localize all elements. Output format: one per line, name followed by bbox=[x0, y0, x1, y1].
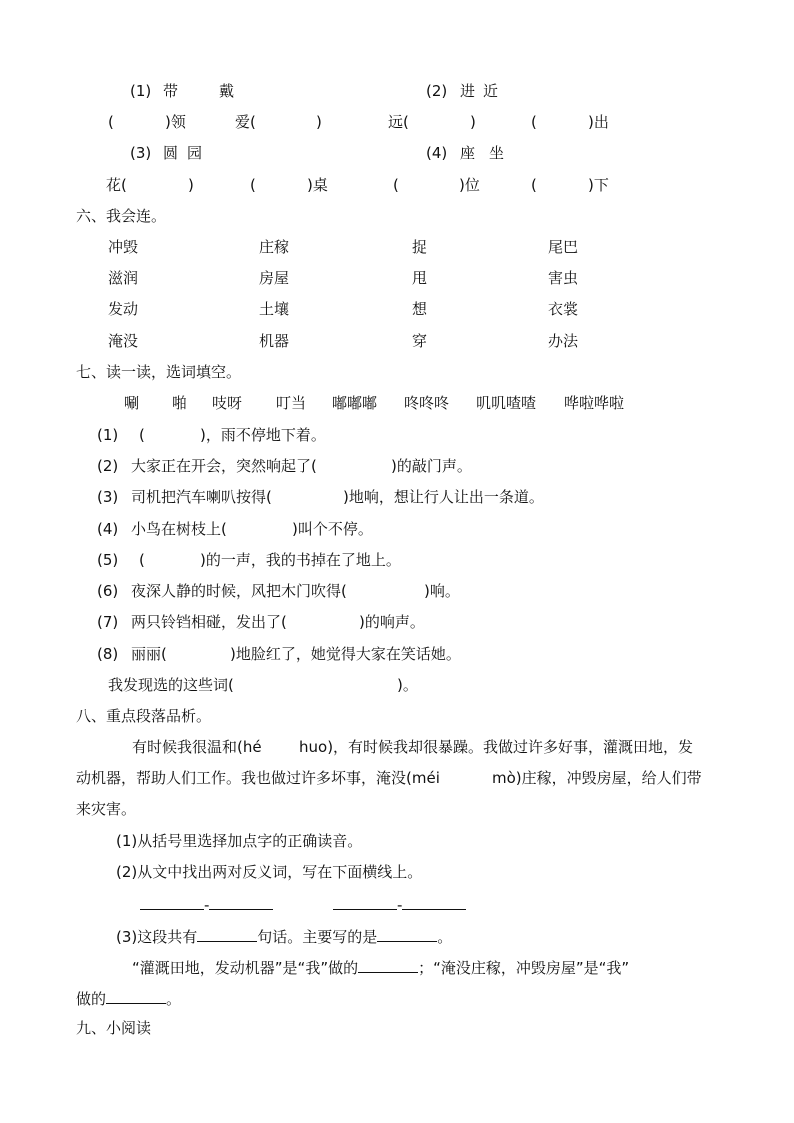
sentence-count-blank[interactable] bbox=[197, 925, 257, 942]
analysis-question-3 bbox=[116, 925, 452, 947]
word-bank-item-5: 嘟嘟嘟 bbox=[332, 394, 378, 412]
word-bank-item-1: 唰 bbox=[124, 394, 140, 412]
fill-question-4-start: 小鸟在树枝上( bbox=[131, 520, 227, 538]
main-idea-blank[interactable] bbox=[377, 925, 437, 942]
match-col4-item-2: 害虫 bbox=[548, 269, 579, 287]
group-2-label: (2) bbox=[426, 82, 448, 100]
q4-text-end: 。 bbox=[166, 990, 182, 1008]
passage-line-3: 来灾害。 bbox=[76, 800, 137, 818]
fill-question-7-end: )的响声。 bbox=[359, 613, 425, 631]
fill-question-5-end: )的一声，我的书掉在了地上。 bbox=[200, 551, 401, 569]
group-1-char-2: 戴 bbox=[219, 82, 235, 100]
word-bank-item-2: 啪 bbox=[172, 394, 188, 412]
fill-question-8-start: 丽丽( bbox=[131, 645, 167, 663]
word-bank-item-4: 叮当 bbox=[276, 394, 307, 412]
q4-text-start: “灌溉田地，发动机器”是“我”做的 bbox=[132, 959, 359, 977]
group-4-label: (4) bbox=[426, 144, 448, 162]
fill-row-1-cell-5: 远( bbox=[388, 113, 409, 131]
fill-row-2-cell-2: ) bbox=[188, 176, 194, 194]
section-8-title: 八、重点段落品析。 bbox=[76, 707, 212, 725]
match-col2-item-4: 机器 bbox=[259, 332, 290, 350]
antonym-blank-2a[interactable] bbox=[333, 893, 397, 910]
fill-question-8-number: (8) bbox=[97, 645, 119, 663]
fill-question-4-end: )叫个不停。 bbox=[292, 520, 373, 538]
match-col3-item-3: 想 bbox=[412, 300, 428, 318]
antonym-pair-1-dash: - bbox=[204, 896, 210, 914]
group-2-char-1: 进 bbox=[460, 82, 476, 100]
fill-question-1-number: (1) bbox=[97, 426, 119, 444]
fill-row-2-cell-8: )下 bbox=[588, 176, 609, 194]
q4-text-middle: ；“淹没庄稼，冲毁房屋”是“我” bbox=[418, 959, 630, 977]
fill-question-5-start: ( bbox=[139, 551, 145, 569]
q4-text-continue: 做的 bbox=[76, 990, 107, 1008]
fill-row-2-cell-1: 花( bbox=[106, 176, 127, 194]
discovery-end: )。 bbox=[397, 676, 418, 694]
group-4-char-2: 坐 bbox=[489, 144, 505, 162]
analysis-question-1: (1)从括号里选择加点字的正确读音。 bbox=[116, 832, 363, 850]
passage-line-1-end: huo)，有时候我却很暴躁。我做过许多好事，灌溉田地，发 bbox=[299, 738, 694, 756]
match-col1-item-2: 滋润 bbox=[108, 269, 139, 287]
fill-row-1-cell-4: ) bbox=[316, 113, 322, 131]
fill-question-7-start: 两只铃铛相碰，发出了( bbox=[131, 613, 287, 631]
section-6-title: 六、我会连。 bbox=[76, 207, 167, 225]
section-9-title: 九、小阅读 bbox=[76, 1019, 152, 1037]
fill-question-2-start: 大家正在开会，突然响起了( bbox=[131, 457, 317, 475]
group-2-char-2: 近 bbox=[483, 82, 499, 100]
group-1-char-1: 带 bbox=[163, 82, 179, 100]
passage-line-2-end: mò)庄稼，冲毁房屋，给人们带 bbox=[492, 769, 702, 787]
word-bank-item-6: 咚咚咚 bbox=[404, 394, 450, 412]
passage-line-1-start: 有时候我很温和(hé bbox=[132, 738, 262, 756]
fill-row-2-cell-3: ( bbox=[250, 176, 256, 194]
match-col4-item-3: 衣裳 bbox=[548, 300, 579, 318]
group-1-label: (1) bbox=[130, 82, 152, 100]
match-col2-item-1: 庄稼 bbox=[259, 238, 290, 256]
analysis-question-4-line-2 bbox=[76, 987, 181, 1009]
antonym-blank-1b[interactable] bbox=[209, 893, 273, 910]
antonym-pair-2-dash: - bbox=[397, 896, 403, 914]
fill-row-2-cell-5: ( bbox=[393, 176, 399, 194]
match-col3-item-2: 甩 bbox=[412, 269, 428, 287]
fill-question-7-number: (7) bbox=[97, 613, 119, 631]
q3-text-end: 。 bbox=[437, 928, 453, 946]
group-3-label: (3) bbox=[130, 144, 152, 162]
fill-row-2-cell-4: )桌 bbox=[307, 176, 328, 194]
fill-question-2-end: )的敲门声。 bbox=[391, 457, 472, 475]
antonym-blank-1a[interactable] bbox=[140, 893, 204, 910]
match-col2-item-3: 土壤 bbox=[259, 300, 290, 318]
fill-question-2-number: (2) bbox=[97, 457, 119, 475]
analysis-question-2: (2)从文中找出两对反义词，写在下面横线上。 bbox=[116, 863, 423, 881]
discovery-start: 我发现选的这些词( bbox=[108, 676, 234, 694]
fill-question-6-end: )响。 bbox=[424, 582, 460, 600]
antonym-pair-1 bbox=[140, 893, 273, 915]
q3-text-middle: 句话。主要写的是 bbox=[257, 928, 378, 946]
section-7-title: 七、读一读，选词填空。 bbox=[76, 363, 242, 381]
fill-question-1-end: )，雨不停地下着。 bbox=[200, 426, 326, 444]
group-3-char-2: 园 bbox=[187, 144, 203, 162]
fill-row-2-cell-7: ( bbox=[531, 176, 537, 194]
fill-row-1-cell-3: 爱( bbox=[235, 113, 256, 131]
fill-question-6-number: (6) bbox=[97, 582, 119, 600]
analysis-question-4-line-1 bbox=[132, 956, 629, 978]
q3-text-start: (3)这段共有 bbox=[116, 928, 198, 946]
fill-question-1-start: ( bbox=[139, 426, 145, 444]
match-col3-item-1: 捉 bbox=[412, 238, 428, 256]
fill-question-3-end: )地响，想让行人让出一条道。 bbox=[343, 488, 544, 506]
fill-question-8-end: )地脸红了，她觉得大家在笑话她。 bbox=[230, 645, 461, 663]
fill-row-2-cell-6: )位 bbox=[459, 176, 480, 194]
fill-row-1-cell-1: ( bbox=[108, 113, 114, 131]
fill-row-1-cell-2: )领 bbox=[165, 113, 186, 131]
group-3-char-1: 圆 bbox=[163, 144, 179, 162]
word-bank-item-3: 吱呀 bbox=[212, 394, 243, 412]
fill-question-3-number: (3) bbox=[97, 488, 119, 506]
word-bank-item-7: 叽叽喳喳 bbox=[476, 394, 537, 412]
antonym-pair-2 bbox=[333, 893, 466, 915]
fill-question-3-start: 司机把汽车喇叭按得( bbox=[131, 488, 272, 506]
good-deeds-blank[interactable] bbox=[358, 956, 418, 973]
match-col1-item-1: 冲毁 bbox=[108, 238, 139, 256]
antonym-blank-2b[interactable] bbox=[402, 893, 466, 910]
match-col1-item-3: 发动 bbox=[108, 300, 139, 318]
fill-question-4-number: (4) bbox=[97, 520, 119, 538]
group-4-char-1: 座 bbox=[460, 144, 476, 162]
fill-question-5-number: (5) bbox=[97, 551, 119, 569]
fill-row-1-cell-7: ( bbox=[531, 113, 537, 131]
fill-row-1-cell-6: ) bbox=[470, 113, 476, 131]
match-col3-item-4: 穿 bbox=[412, 332, 428, 350]
fill-row-1-cell-8: )出 bbox=[588, 113, 609, 131]
word-bank-item-8: 哗啦哗啦 bbox=[564, 394, 625, 412]
match-col2-item-2: 房屋 bbox=[259, 269, 290, 287]
match-col4-item-4: 办法 bbox=[548, 332, 579, 350]
passage-line-2-start: 动机器，帮助人们工作。我也做过许多坏事，淹没(méi bbox=[76, 769, 440, 787]
match-col1-item-4: 淹没 bbox=[108, 332, 139, 350]
fill-question-6-start: 夜深人静的时候，风把木门吹得( bbox=[131, 582, 347, 600]
match-col4-item-1: 尾巴 bbox=[548, 238, 579, 256]
bad-deeds-blank[interactable] bbox=[106, 987, 166, 1004]
